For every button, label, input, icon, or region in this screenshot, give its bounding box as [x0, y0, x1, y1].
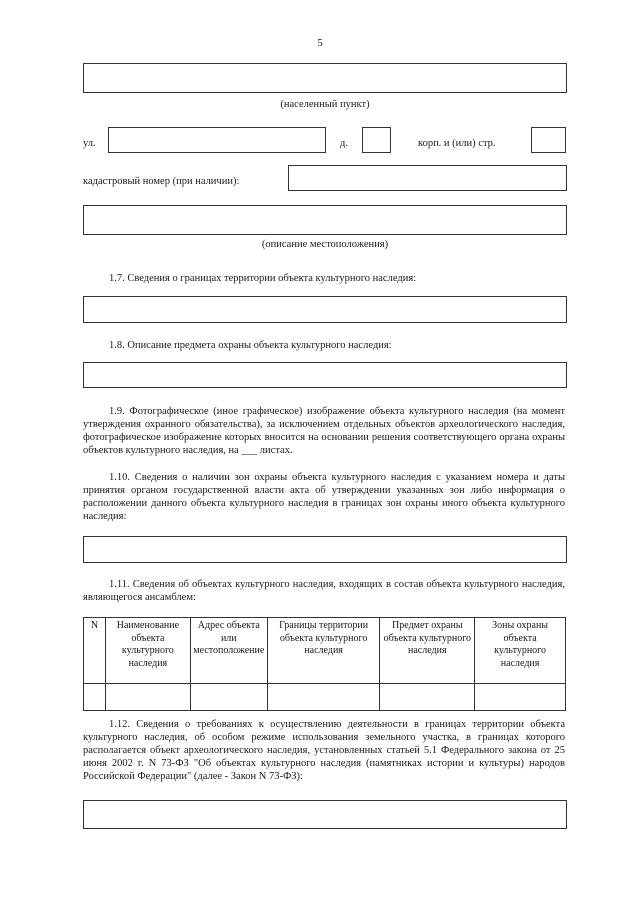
territory-bounds-field[interactable] [83, 296, 567, 323]
table-cell-zones[interactable] [475, 684, 566, 711]
cadastral-field[interactable] [288, 165, 567, 191]
table-cell-subject[interactable] [380, 684, 475, 711]
cadastral-label: кадастровый номер (при наличии): [83, 176, 240, 187]
section-1-12-body: 1.12. Сведения о требованиях к осуществлению деятельности в границах территории объекта культурного наследия, об особом режиме использования земельного участка, в границах которого располагается объект археологического наследия, установленных статьей 5.1 Федерального закона от 25 июня 2002 г. N 73-ФЗ "Об объектах культурного наследия (памятниках истории и культуры) народов Российской Федерации" (далее - Закон N 73-ФЗ): [83, 719, 565, 782]
section-1-7-heading: 1.7. Сведения о границах территории объекта культурного наследия: [109, 273, 417, 284]
table-cell-number[interactable] [84, 684, 106, 711]
street-label: ул. [83, 138, 96, 149]
table-row [84, 684, 566, 711]
section-1-10-body: 1.10. Сведения о наличии зон охраны объекта культурного наследия с указанием номера и даты принятия органом государственной власти акта об утверждении указанных зон либо информация о расположении данного объекта культурного наследия в границах зон охраны иного объекта культурного наследия: [83, 472, 565, 522]
house-field[interactable] [362, 127, 391, 153]
col-header-number: N [84, 618, 106, 684]
building-label: корп. и (или) стр. [418, 138, 496, 149]
ensemble-table [83, 617, 566, 711]
table-cell-address[interactable] [190, 684, 267, 711]
activity-requirements-field[interactable] [83, 800, 567, 829]
col-header-territory: Границы территории объекта культурного наследия [267, 618, 380, 684]
location-caption: (описание местоположения) [261, 239, 389, 250]
page-number: 5 [317, 37, 323, 49]
protection-subject-field[interactable] [83, 362, 567, 388]
col-header-name: Наименование объекта культурного наследия [105, 618, 190, 684]
protection-zones-field[interactable] [83, 536, 567, 563]
section-1-12-text [83, 718, 565, 783]
col-header-zones: Зоны охраны объекта культурного наследия [475, 618, 566, 684]
ensemble-table-header-row [84, 618, 566, 684]
location-field[interactable] [83, 205, 567, 235]
col-header-address: Адрес объекта или местоположение [190, 618, 267, 684]
section-1-11-body: 1.11. Сведения об объектах культурного наследия, входящих в состав объекта культурного наследия, являющегося ансамблем: [83, 579, 565, 603]
building-field[interactable] [531, 127, 566, 153]
locality-caption: (населенный пункт) [280, 99, 370, 110]
section-1-10-text [83, 471, 565, 523]
section-1-8-heading: 1.8. Описание предмета охраны объекта культурного наследия: [109, 340, 392, 351]
table-cell-name[interactable] [105, 684, 190, 711]
house-label: д. [340, 138, 348, 149]
locality-field[interactable] [83, 63, 567, 93]
street-field[interactable] [108, 127, 326, 153]
section-1-11-text [83, 578, 565, 604]
col-header-subject: Предмет охраны объекта культурного наследия [380, 618, 475, 684]
section-1-9-text [83, 405, 565, 457]
section-1-9-body: 1.9. Фотографическое (иное графическое) изображение объекта культурного наследия (на момент утверждения охранного обязательства), за исключением отдельных объектов археологического наследия, фотографическое изображение которых вносится на основании решения соответствующего органа охраны объектов культурного наследия, на ___ листах. [83, 406, 565, 456]
table-cell-territory[interactable] [267, 684, 380, 711]
